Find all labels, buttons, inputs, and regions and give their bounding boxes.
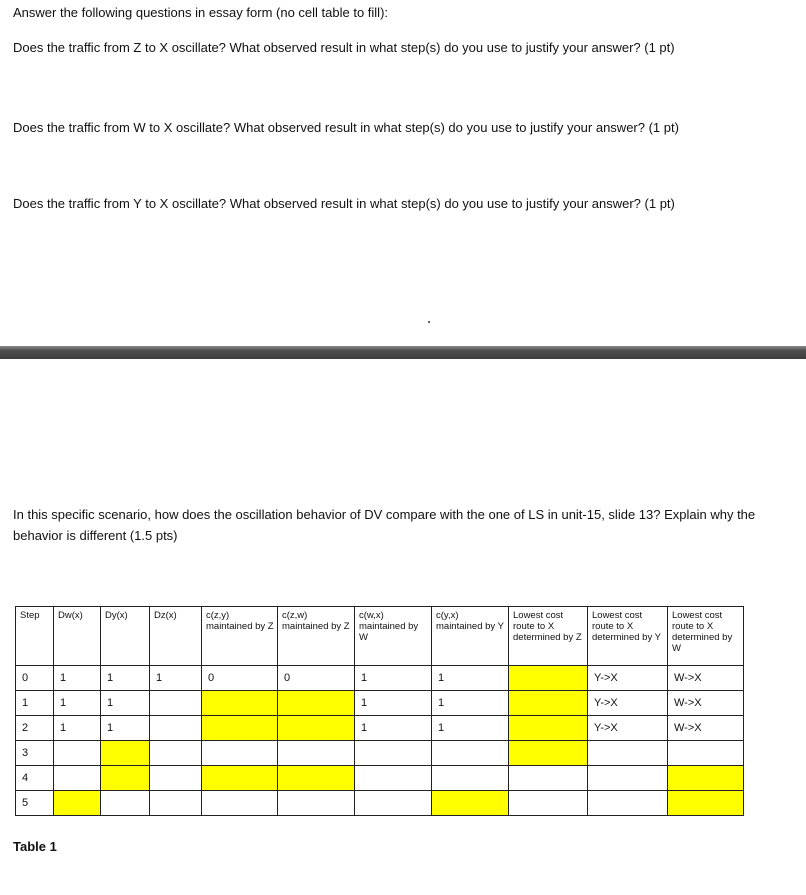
table-cell: 0 <box>16 666 54 691</box>
table-cell: 1 <box>101 691 150 716</box>
header-cell: Step <box>16 607 54 666</box>
table-header-row <box>16 607 744 666</box>
table-cell: Y->X <box>588 716 668 741</box>
header-cell: c(y,x) maintained by Y <box>432 607 509 666</box>
instructions-text: Answer the following questions in essay form (no cell table to fill): <box>13 5 389 20</box>
header-cell: Lowest cost route to X determined by W <box>668 607 744 666</box>
header-cell: Dz(x) <box>150 607 202 666</box>
table-cell: 1 <box>432 716 509 741</box>
table-cell: 2 <box>16 716 54 741</box>
table-cell <box>202 766 278 791</box>
table-cell <box>509 666 588 691</box>
table-row <box>16 716 744 741</box>
stray-dot <box>428 321 430 323</box>
table-cell <box>432 791 509 816</box>
table-cell: 4 <box>16 766 54 791</box>
question-z-to-x: Does the traffic from Z to X oscillate? What observed result in what step(s) do you use to justify your answer? (1 pt) <box>13 40 675 55</box>
table-cell <box>355 766 432 791</box>
table-cell: W->X <box>668 716 744 741</box>
table-cell: 1 <box>355 691 432 716</box>
table-cell <box>202 691 278 716</box>
table-row <box>16 666 744 691</box>
table-cell <box>668 766 744 791</box>
table-cell: Y->X <box>588 666 668 691</box>
table-cell: 0 <box>202 666 278 691</box>
table-cell <box>509 691 588 716</box>
table-cell <box>101 766 150 791</box>
header-cell: Lowest cost route to X determined by Y <box>588 607 668 666</box>
table-cell <box>588 741 668 766</box>
table-cell <box>150 766 202 791</box>
table-cell <box>150 691 202 716</box>
table-cell <box>588 791 668 816</box>
table-cell <box>54 791 101 816</box>
header-cell: Dy(x) <box>101 607 150 666</box>
table-cell: 1 <box>101 716 150 741</box>
table-cell <box>278 716 355 741</box>
table-cell <box>278 766 355 791</box>
table-cell <box>668 741 744 766</box>
table-cell: W->X <box>668 691 744 716</box>
table-cell <box>101 791 150 816</box>
table-cell: 1 <box>54 666 101 691</box>
table-cell <box>355 791 432 816</box>
table-cell: 1 <box>355 666 432 691</box>
header-cell: c(z,w) maintained by Z <box>278 607 355 666</box>
table-row <box>16 741 744 766</box>
table-cell: 0 <box>278 666 355 691</box>
table-cell: 1 <box>355 716 432 741</box>
header-cell: Lowest cost route to X determined by Z <box>509 607 588 666</box>
table-cell: 1 <box>150 666 202 691</box>
table-cell <box>509 791 588 816</box>
table-cell <box>278 791 355 816</box>
table-cell: 1 <box>16 691 54 716</box>
table-cell: Y->X <box>588 691 668 716</box>
table-cell: 1 <box>54 691 101 716</box>
table-cell <box>432 766 509 791</box>
table-cell <box>668 791 744 816</box>
table-cell <box>54 766 101 791</box>
table-row <box>16 691 744 716</box>
header-cell: c(w,x) maintained by W <box>355 607 432 666</box>
question-y-to-x: Does the traffic from Y to X oscillate? What observed result in what step(s) do you use to justify your answer? (1 pt) <box>13 196 675 211</box>
table-cell <box>202 791 278 816</box>
table-cell <box>54 741 101 766</box>
table-cell <box>101 741 150 766</box>
table-cell <box>509 741 588 766</box>
table-cell: 1 <box>101 666 150 691</box>
table-cell <box>278 691 355 716</box>
table-cell <box>150 716 202 741</box>
question-dv-vs-ls: In this specific scenario, how does the oscillation behavior of DV compare with the one of LS in unit-15, slide 13? Explain why the behavior is different (1.5 pts) <box>13 507 756 543</box>
question-w-to-x: Does the traffic from W to X oscillate? What observed result in what step(s) do you use to justify your answer? (1 pt) <box>13 120 679 135</box>
table-cell <box>432 741 509 766</box>
header-cell: Dw(x) <box>54 607 101 666</box>
table-cell <box>150 791 202 816</box>
table-cell <box>278 741 355 766</box>
header-cell: c(z,y) maintained by Z <box>202 607 278 666</box>
table-cell: 5 <box>16 791 54 816</box>
routing-table <box>15 606 744 816</box>
table-cell <box>202 741 278 766</box>
table-cell <box>355 741 432 766</box>
table-cell: 1 <box>54 716 101 741</box>
table-caption: Table 1 <box>13 839 57 854</box>
table-cell: 1 <box>432 666 509 691</box>
table-cell: 3 <box>16 741 54 766</box>
table-cell <box>150 741 202 766</box>
table-cell <box>588 766 668 791</box>
table-cell <box>509 716 588 741</box>
page-divider-bar <box>0 346 806 359</box>
table-cell <box>202 716 278 741</box>
table-cell: W->X <box>668 666 744 691</box>
table-cell: 1 <box>432 691 509 716</box>
table-cell <box>509 766 588 791</box>
table-row <box>16 766 744 791</box>
table-row <box>16 791 744 816</box>
